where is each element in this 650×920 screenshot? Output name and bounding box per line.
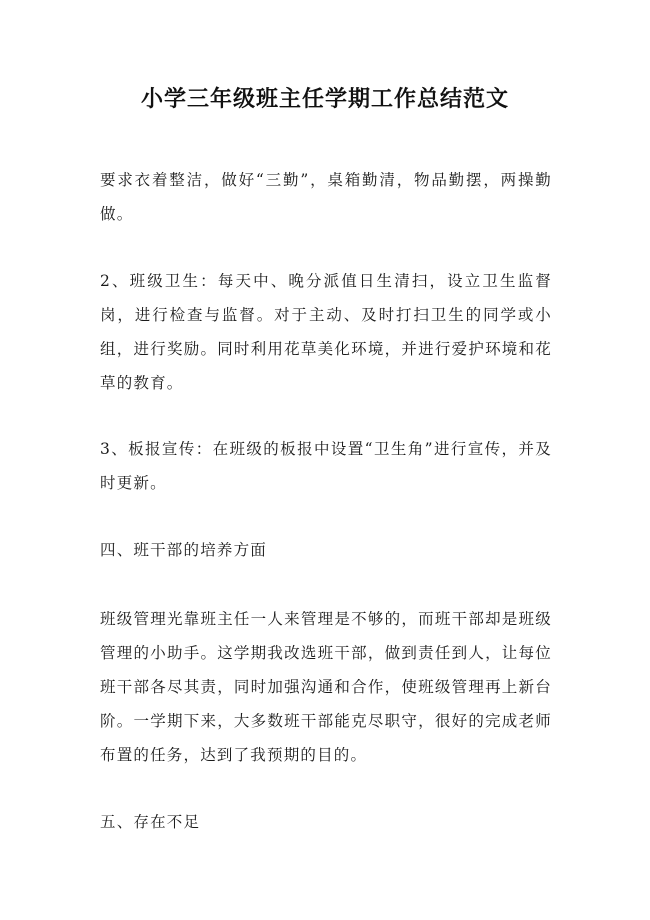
section-heading-shortcomings: 五、存在不足 — [100, 813, 201, 831]
paragraph-hygiene-requirements: 要求衣着整洁，做好“三勤”，桌箱勤清，物品勤摆，两操勤做。 — [100, 171, 552, 223]
paragraph-blackboard-promotion: 3、板报宣传：在班级的板报中设置“卫生角”进行宣传，并及时更新。 — [100, 440, 552, 492]
section-heading-class-cadre: 四、班干部的培养方面 — [100, 541, 268, 559]
paragraph-class-cadre: 班级管理光靠班主任一人来管理是不够的，而班干部却是班级管理的小助手。这学期我改选班干部，做到责任到人，让每位班干部各尽其责，同时加强沟通和合作，使班级管理再上新台阶。一学期下来，大多数班干部能克尽职守，很好的完成老师布置的任务，达到了我预期的目的。 — [100, 610, 552, 764]
document-title: 小学三年级班主任学期工作总结范文 — [140, 87, 509, 112]
paragraph-class-hygiene: 2、班级卫生：每天中、晚分派值日生清扫，设立卫生监督岗，进行检查与监督。对于主动、及时打扫卫生的同学或小组，进行奖励。同时利用花草美化环境，并进行爱护环境和花草的教育。 — [100, 272, 552, 392]
